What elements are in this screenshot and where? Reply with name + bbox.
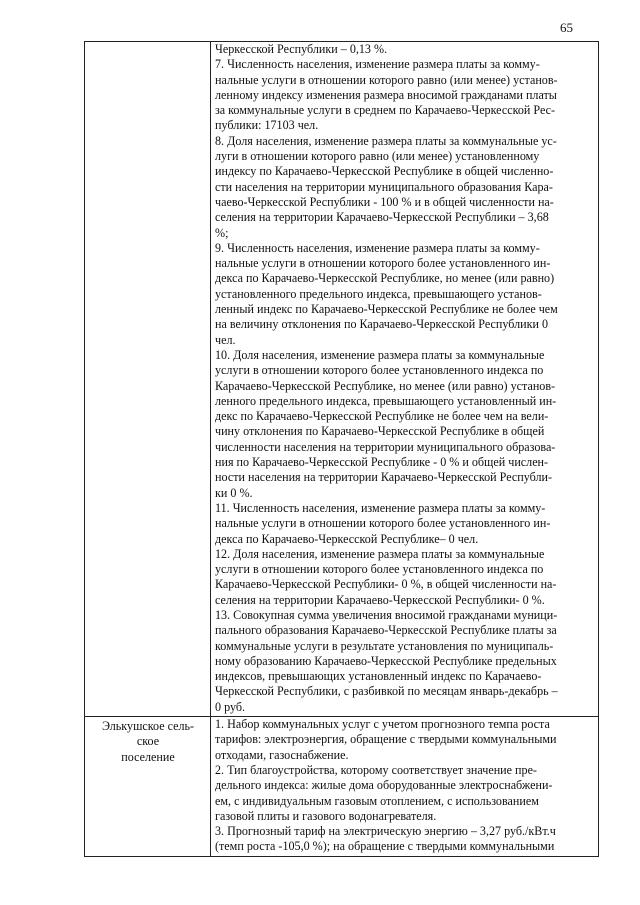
text-line: чел. (215, 332, 236, 347)
document-table (84, 41, 599, 857)
text-line: чаево-Черкесской Республики - 100 % и в общей численности на- (215, 194, 554, 209)
text-line: 13. Совокупная сумма увеличения вносимой гражданами муници- (215, 607, 558, 622)
text-line: публики: 17103 чел. (215, 118, 319, 133)
text-line: ленному индексу изменения размера вносимой гражданами платы (215, 87, 557, 102)
text-line: Карачаево-Черкесской Республике, но менее (или равно) установ- (215, 378, 556, 393)
text-line: ки 0 %. (215, 485, 253, 500)
text-line: газовой плиты и газового водонагревателя. (215, 808, 437, 823)
text-line: ленный индекс по Карачаево-Черкесской Республике не более чем (215, 302, 558, 317)
text-line: 2. Тип благоустройства, которому соответствует значение пре- (215, 762, 537, 777)
text-line: Элькушское сель- (101, 719, 195, 734)
text-line: установленного предельного индекса, превышающего установ- (215, 286, 542, 301)
text-line: сти населения на территории муниципального образования Кара- (215, 179, 553, 194)
table-row (85, 42, 599, 717)
text-line: отходами, газоснабжение. (215, 747, 349, 762)
text-line: декса по Карачаево-Черкесской Республике, но менее (или равно) (215, 271, 555, 286)
text-line: 9. Численность населения, изменение размера платы за комму- (215, 240, 540, 255)
text-line: индексу по Карачаево-Черкесской Республике в общей численно- (215, 164, 554, 179)
text-line: 8. Доля населения, изменение размера платы за коммунальные ус- (215, 133, 557, 148)
text-line: услуги в отношении которого более установленного индекса по (215, 562, 544, 577)
text-line: пального образования Карачаево-Черкесской Республике платы за (215, 623, 557, 638)
table-cell-text (211, 42, 599, 717)
text-line: за коммунальные услуги в среднем по Карачаево-Черкесской Рес- (215, 103, 556, 118)
text-line: индексов, превышающих установленный индекс по Карачаево- (215, 669, 542, 684)
page-number: 65 (560, 20, 573, 35)
text-line: ности населения на территории Карачаево-Черкесской Республи- (215, 470, 553, 485)
text-line: %; (215, 225, 229, 240)
text-line: 0 руб. (215, 699, 246, 714)
text-line: селения на территории Карачаево-Черкесской Республики- 0 %. (215, 592, 545, 607)
text-line: 11. Численность населения, изменение размера платы за комму- (215, 500, 546, 515)
text-line: численности населения на территории муниципального образова- (215, 439, 556, 454)
text-line: чину отклонения по Карачаево-Черкесской Республике в общей (215, 424, 545, 439)
text-line: ленного предельного индекса, превышающего установленный ин- (215, 393, 557, 408)
text-line: 10. Доля населения, изменение размера платы за коммунальные (215, 347, 545, 362)
text-line: декса по Карачаево-Черкесской Республике– 0 чел. (215, 531, 479, 546)
text-lines (215, 42, 595, 715)
text-lines (215, 717, 595, 855)
text-line: декс по Карачаево-Черкесской Республике не более чем на вели- (215, 409, 549, 424)
table-cell-settlement-name (85, 717, 211, 857)
text-line: нальные услуги в отношении которого более установленного ин- (215, 256, 551, 271)
text-line: 3. Прогнозный тариф на электрическую энергию – 3,27 руб./кВт.ч (215, 824, 556, 839)
text-line: на величину отклонения по Карачаево-Черкесской Республики 0 (215, 317, 549, 332)
text-line: услуги в отношении которого более установленного индекса по (215, 363, 544, 378)
text-line: тарифов: электроэнергия, обращение с твердыми коммунальными (215, 732, 557, 747)
text-line: ния по Карачаево-Черкесской Республике - 0 % и общей числен- (215, 455, 549, 470)
text-line: Карачаево-Черкесской Республики- 0 %, в общей численности на- (215, 577, 557, 592)
table-cell-left-empty (85, 42, 211, 717)
text-line: поселение (121, 749, 175, 764)
text-line: дельного индекса: жилые дома оборудованные электроснабжени- (215, 778, 553, 793)
text-line: 12. Доля населения, изменение размера платы за коммунальные (215, 546, 545, 561)
text-line: Черкесской Республики, с разбивкой по месяцам январь-декабрь – (215, 684, 558, 699)
text-line: (темп роста -105,0 %); на обращение с твердыми коммунальными (215, 839, 555, 854)
text-line: селения на территории Карачаево-Черкесской Республики – 3,68 (215, 210, 549, 225)
text-line: ем, с индивидуальным газовым отоплением, с использованием (215, 793, 539, 808)
table-cell-text (211, 717, 599, 857)
settlement-name (89, 717, 207, 765)
text-line: ному образованию Карачаево-Черкесской Республике предельных (215, 653, 557, 668)
text-line: нальные услуги в отношении которого равно (или менее) установ- (215, 72, 558, 87)
text-line: нальные услуги в отношении которого более установленного ин- (215, 516, 551, 531)
text-line: луги в отношении которого равно (или менее) установленному (215, 149, 540, 164)
text-line: ское (136, 734, 160, 749)
text-line: 1. Набор коммунальных услуг с учетом прогнозного темпа роста (215, 717, 550, 732)
text-line: коммунальные услуги в результате установления по муниципаль- (215, 638, 554, 653)
table-row (85, 717, 599, 857)
text-line: Черкесской Республики – 0,13 %. (215, 42, 388, 56)
text-line: 7. Численность населения, изменение размера платы за комму- (215, 57, 540, 72)
